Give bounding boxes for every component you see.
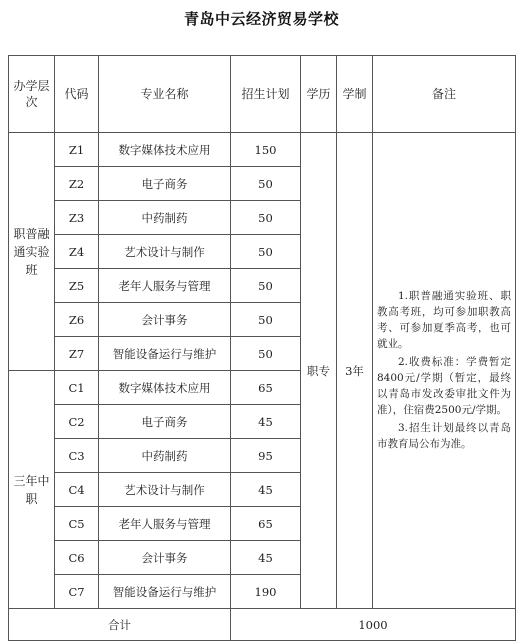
plan-cell: 65 <box>231 507 301 541</box>
major-cell: 艺术设计与制作 <box>99 473 231 507</box>
plan-cell: 150 <box>231 133 301 167</box>
code-cell: C5 <box>55 507 99 541</box>
plan-cell: 45 <box>231 473 301 507</box>
code-cell: Z7 <box>55 337 99 371</box>
header-plan: 招生计划 <box>231 56 301 133</box>
total-row <box>9 609 516 641</box>
code-cell: C1 <box>55 371 99 405</box>
plan-cell: 190 <box>231 575 301 609</box>
major-cell: 中药制药 <box>99 201 231 235</box>
header-row <box>9 56 516 133</box>
plan-cell: 50 <box>231 235 301 269</box>
code-cell: Z2 <box>55 167 99 201</box>
level-cell: 三年中职 <box>9 371 55 609</box>
major-cell: 智能设备运行与维护 <box>99 337 231 371</box>
duration-cell: 3年 <box>337 133 373 609</box>
header-code: 代码 <box>55 56 99 133</box>
major-cell: 中药制药 <box>99 439 231 473</box>
code-cell: C7 <box>55 575 99 609</box>
major-cell: 数字媒体技术应用 <box>99 133 231 167</box>
remarks-cell <box>373 133 516 609</box>
plan-cell: 45 <box>231 405 301 439</box>
major-cell: 会计事务 <box>99 303 231 337</box>
header-major: 专业名称 <box>99 56 231 133</box>
plan-cell: 65 <box>231 371 301 405</box>
header-remarks: 备注 <box>373 56 516 133</box>
page-title: 青岛中云经济贸易学校 <box>183 10 339 28</box>
major-cell: 电子商务 <box>99 167 231 201</box>
education-cell: 职专 <box>301 133 337 609</box>
code-cell: C4 <box>55 473 99 507</box>
header-education: 学历 <box>301 56 337 133</box>
code-cell: Z1 <box>55 133 99 167</box>
plan-cell: 50 <box>231 201 301 235</box>
major-cell: 老年人服务与管理 <box>99 269 231 303</box>
plan-cell: 50 <box>231 269 301 303</box>
code-cell: C2 <box>55 405 99 439</box>
code-cell: Z3 <box>55 201 99 235</box>
major-cell: 会计事务 <box>99 541 231 575</box>
major-cell: 老年人服务与管理 <box>99 507 231 541</box>
total-label: 合计 <box>9 609 231 641</box>
major-cell: 数字媒体技术应用 <box>99 371 231 405</box>
remark-3: 3.招生计划最终以青岛市教育局公布为准。 <box>377 421 511 450</box>
code-cell: Z6 <box>55 303 99 337</box>
major-cell: 电子商务 <box>99 405 231 439</box>
plan-cell: 95 <box>231 439 301 473</box>
code-cell: C3 <box>55 439 99 473</box>
level-cell: 职普融通实验班 <box>9 133 55 371</box>
table-row <box>9 133 516 167</box>
plan-cell: 50 <box>231 167 301 201</box>
header-duration: 学制 <box>337 56 373 133</box>
plan-cell: 50 <box>231 337 301 371</box>
plan-cell: 45 <box>231 541 301 575</box>
remark-2: 2.收费标准：学费暂定8400元/学期（暂定，最终以青岛市发改委审批文件为准），住宿费2500元/学期。 <box>377 355 511 416</box>
major-cell: 艺术设计与制作 <box>99 235 231 269</box>
code-cell: Z4 <box>55 235 99 269</box>
total-value: 1000 <box>231 609 516 641</box>
remark-1: 1.职普融通实验班、职教高考班，均可参加职教高考、可参加夏季高考，也可就业。 <box>377 289 511 350</box>
major-cell: 智能设备运行与维护 <box>99 575 231 609</box>
plan-cell: 50 <box>231 303 301 337</box>
code-cell: Z5 <box>55 269 99 303</box>
code-cell: C6 <box>55 541 99 575</box>
header-level: 办学层次 <box>9 56 55 133</box>
enrollment-table <box>8 55 516 641</box>
